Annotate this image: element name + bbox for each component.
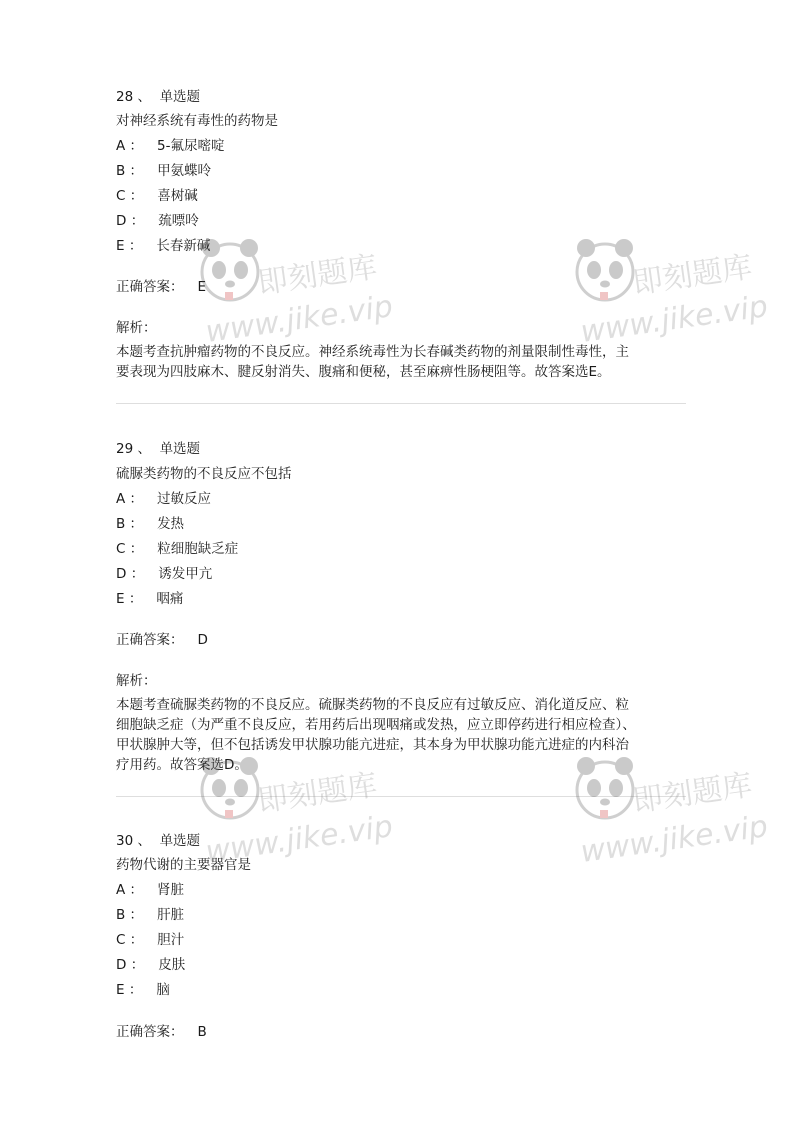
correct-answer: 正确答案： B: [116, 1024, 207, 1040]
option-a: A ： 过敏反应: [116, 491, 212, 507]
watermark-url: www.jike.vip: [578, 289, 770, 350]
question-header: 29 、 单选题: [116, 441, 201, 457]
question-stem: 硫脲类药物的不良反应不包括: [116, 466, 292, 482]
analysis-label: 解析：: [116, 673, 157, 689]
question-type: 单选题: [159, 89, 201, 105]
watermark-brand: 即刻题库: [255, 767, 380, 820]
option-d: D ： 巯嘌呤: [116, 213, 199, 229]
option-d: D ： 皮肤: [116, 957, 186, 973]
question-type: 单选题: [159, 833, 201, 849]
question-stem: 对神经系统有毒性的药物是: [116, 113, 278, 129]
watermark-url: www.jike.vip: [203, 289, 395, 350]
divider: [116, 796, 686, 797]
option-e: E ： 长春新碱: [116, 238, 211, 254]
question-30: [116, 830, 686, 1050]
question-number: 28: [116, 89, 134, 105]
option-b: B ： 肝脏: [116, 907, 185, 923]
correct-answer: 正确答案： E: [116, 279, 207, 295]
question-header: 30 、 单选题: [116, 833, 201, 849]
question-29: [116, 438, 686, 788]
analysis-text: 本题考查抗肿瘤药物的不良反应。神经系统毒性为长春碱类药物的剂量限制性毒性，主 要表现为四肢麻木、腱反射消失、腹痛和便秘，甚至麻痹性肠梗阻等。故答案选E。: [116, 344, 629, 380]
question-number: 29: [116, 441, 134, 457]
option-b: B ： 甲氨蝶呤: [116, 163, 212, 179]
question-type: 单选题: [159, 441, 201, 457]
watermark-url: www.jike.vip: [578, 809, 770, 870]
option-c: C ： 喜树碱: [116, 188, 198, 204]
watermark-url: www.jike.vip: [203, 809, 395, 870]
option-e: E ： 咽痛: [116, 591, 184, 607]
question-28: [116, 86, 686, 386]
question-stem: 药物代谢的主要器官是: [116, 857, 251, 873]
option-a: A ： 肾脏: [116, 882, 185, 898]
analysis-label: 解析：: [116, 320, 157, 336]
watermark-brand: 即刻题库: [255, 249, 380, 302]
option-b: B ： 发热: [116, 516, 185, 532]
option-d: D ： 诱发甲亢: [116, 566, 213, 582]
divider: [116, 403, 686, 404]
question-header: 28 、 单选题: [116, 89, 201, 105]
option-a: A ： 5-氟尿嘧啶: [116, 138, 225, 154]
watermark-brand: 即刻题库: [630, 767, 755, 820]
answer-value: E: [197, 279, 207, 295]
question-number: 30: [116, 833, 134, 849]
watermark-brand: 即刻题库: [630, 249, 755, 302]
option-c: C ： 胆汁: [116, 932, 185, 948]
answer-value: B: [197, 1024, 207, 1040]
correct-answer: 正确答案： D: [116, 632, 208, 648]
analysis-text: 本题考查硫脲类药物的不良反应。硫脲类药物的不良反应有过敏反应、消化道反应、粒 细胞缺乏症（为严重不良反应，若用药后出现咽痛或发热，应立即停药进行相应检查）、 甲状腺肿大等，但不包括诱发甲状腺功能亢进症，其本身为甲状腺功能亢进症的内科治 疗用药。故答案选D。: [116, 697, 636, 773]
answer-value: D: [197, 632, 208, 648]
option-c: C ： 粒细胞缺乏症: [116, 541, 239, 557]
option-e: E ： 脑: [116, 982, 170, 998]
